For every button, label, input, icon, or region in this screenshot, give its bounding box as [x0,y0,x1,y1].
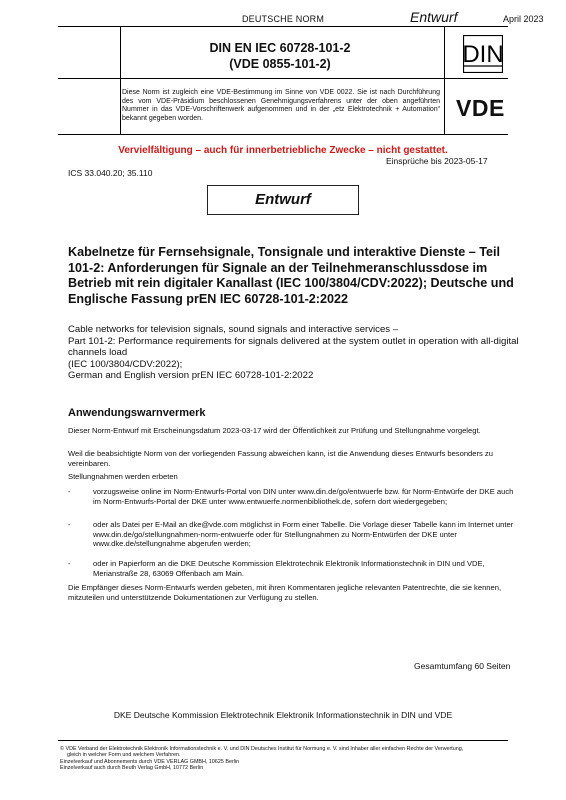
english-title-line: Cable networks for television signals, sound signals and interactive services – [68,324,399,335]
paragraph: Stellungnahmen werden erbeten [68,472,178,481]
vde-logo: VDE [456,95,505,121]
section-heading: Anwendungswarnvermerk [68,407,206,419]
list-item-text: oder in Papierform an die DKE Deutsche Kommission Elektrotechnik Elektronik Informationstechnik in DIN und VDE, Merianstraße 28, 63069 Offenbach am Main. [93,559,485,578]
publication-date: April 2023 [503,14,544,24]
rule-bottom [58,134,508,135]
bullet: - [68,520,71,529]
bullet: - [68,559,71,568]
list-item-text: vorzugsweise online im Norm-Entwurfs-Portal von DIN unter www.din.de/go/entwuerfe bzw. für Norm-Entwürfe der DKE auch im Norm-Entwurfs-Portal der DKE unter www.entwuerfe.normenbibliothek.de, sofern dort wiedergegeben; [93,487,514,506]
objection-deadline: Einsprüche bis 2023-05-17 [386,156,488,166]
paragraph: Die Empfänger dieses Norm-Entwurfs werden gebeten, mit ihren Kommentaren jegliche relevanten Patentrechte, die sie kennen, mitzuteilen und unterstützende Dokumentationen zur Verfügung zu stellen. [68,583,502,602]
norm-label: DEUTSCHE NORM [241,14,325,24]
footer-rule [58,740,508,741]
footer-line: gleich in welcher Form und welchem Verfahren. [67,752,181,759]
list-item-text: oder als Datei per E-Mail an dke@vde.com möglichst in Form einer Tabelle. Die Vorlage dieser Tabelle kann im Internet unter www.din.de/go/stellungnahmen-norm-entwuerfe oder für Stellungnahmen zu Norm-Entwürfen der DKE unter www.dke.de/stellungnahme abgerufen werden; [93,520,514,549]
vde-note: Diese Norm ist zugleich eine VDE-Bestimmung im Sinne von VDE 0022. Sie ist nach Durchführung des vom VDE-Präsidium beschlossenen Genehmigungsverfahrens unter der oben angeführten Nummer in das VDE-Vorschriftenwerk aufgenommen und in der „etz Elektrotechnik + Automation“ bekannt gegeben worden. [122,89,440,122]
dke-line: DKE Deutsche Kommission Elektrotechnik Elektronik Informationstechnik in DIN und VDE [113,710,453,720]
total-pages: Gesamtumfang 60 Seiten [414,661,511,671]
paragraph: Dieser Norm-Entwurf mit Erscheinungsdatum 2023-03-17 wird der Öffentlichkeit zur Prüfung und Stellungnahme vorgelegt. [68,426,481,435]
rule-mid [58,78,508,79]
rule-top [58,26,508,27]
german-title: Kabelnetze für Fernsehsignale, Tonsignale und interaktive Dienste – Teil 101-2: Anforderungen für Signale an der Teilnehmeranschlussdose im Betrieb mit rein digitaler Kanallast (IEC 100/3804/CDV:2022); Deutsche und Englische Fassung prEN IEC 60728-101-2:2022 [68,245,514,306]
din-logo-text: DIN [463,41,503,68]
ics-code: ICS 33.040.20; 35.110 [68,168,153,178]
footer-line: Einzelverkauf auch durch Beuth Verlag GmbH, 10772 Berlin [60,765,204,772]
footer-line: © VDE Verband der Elektrotechnik Elektronik Informationstechnik e. V. und DIN Deutsches Institut für Normung e. V. sind Inhaber aller einfachen Rechte der Verwertung, [60,746,464,752]
footer-line: Einzelverkauf und Abonnements durch VDE VERLAG GMBH, 10625 Berlin [60,758,240,765]
divider-right [444,26,445,134]
english-title [68,324,528,382]
vde-number: (VDE 0855-101-2) [229,57,331,71]
din-logo [463,35,503,73]
english-title-line: Part 101-2: Performance requirements for signals delivered at the system outlet in operation with all-digital channels load [68,335,519,358]
footer [60,746,540,772]
draft-box: Entwurf [207,185,359,215]
english-title-line: German and English version prEN IEC 60728-101-2:2022 [68,370,314,381]
standard-number: DIN EN IEC 60728-101-2 [209,41,351,55]
english-title-line: (IEC 100/3804/CDV:2022); [68,358,183,370]
status-label: Entwurf [410,9,458,25]
paragraph: Weil die beabsichtigte Norm von der vorliegenden Fassung abweichen kann, ist die Anwendung dieses Entwurfs besonders zu vereinbaren. [68,449,493,468]
bullet: - [68,487,71,496]
title-box [120,40,440,72]
reproduction-warning: Vervielfältigung – auch für innerbetriebliche Zwecke – nicht gestattet. [118,145,448,156]
